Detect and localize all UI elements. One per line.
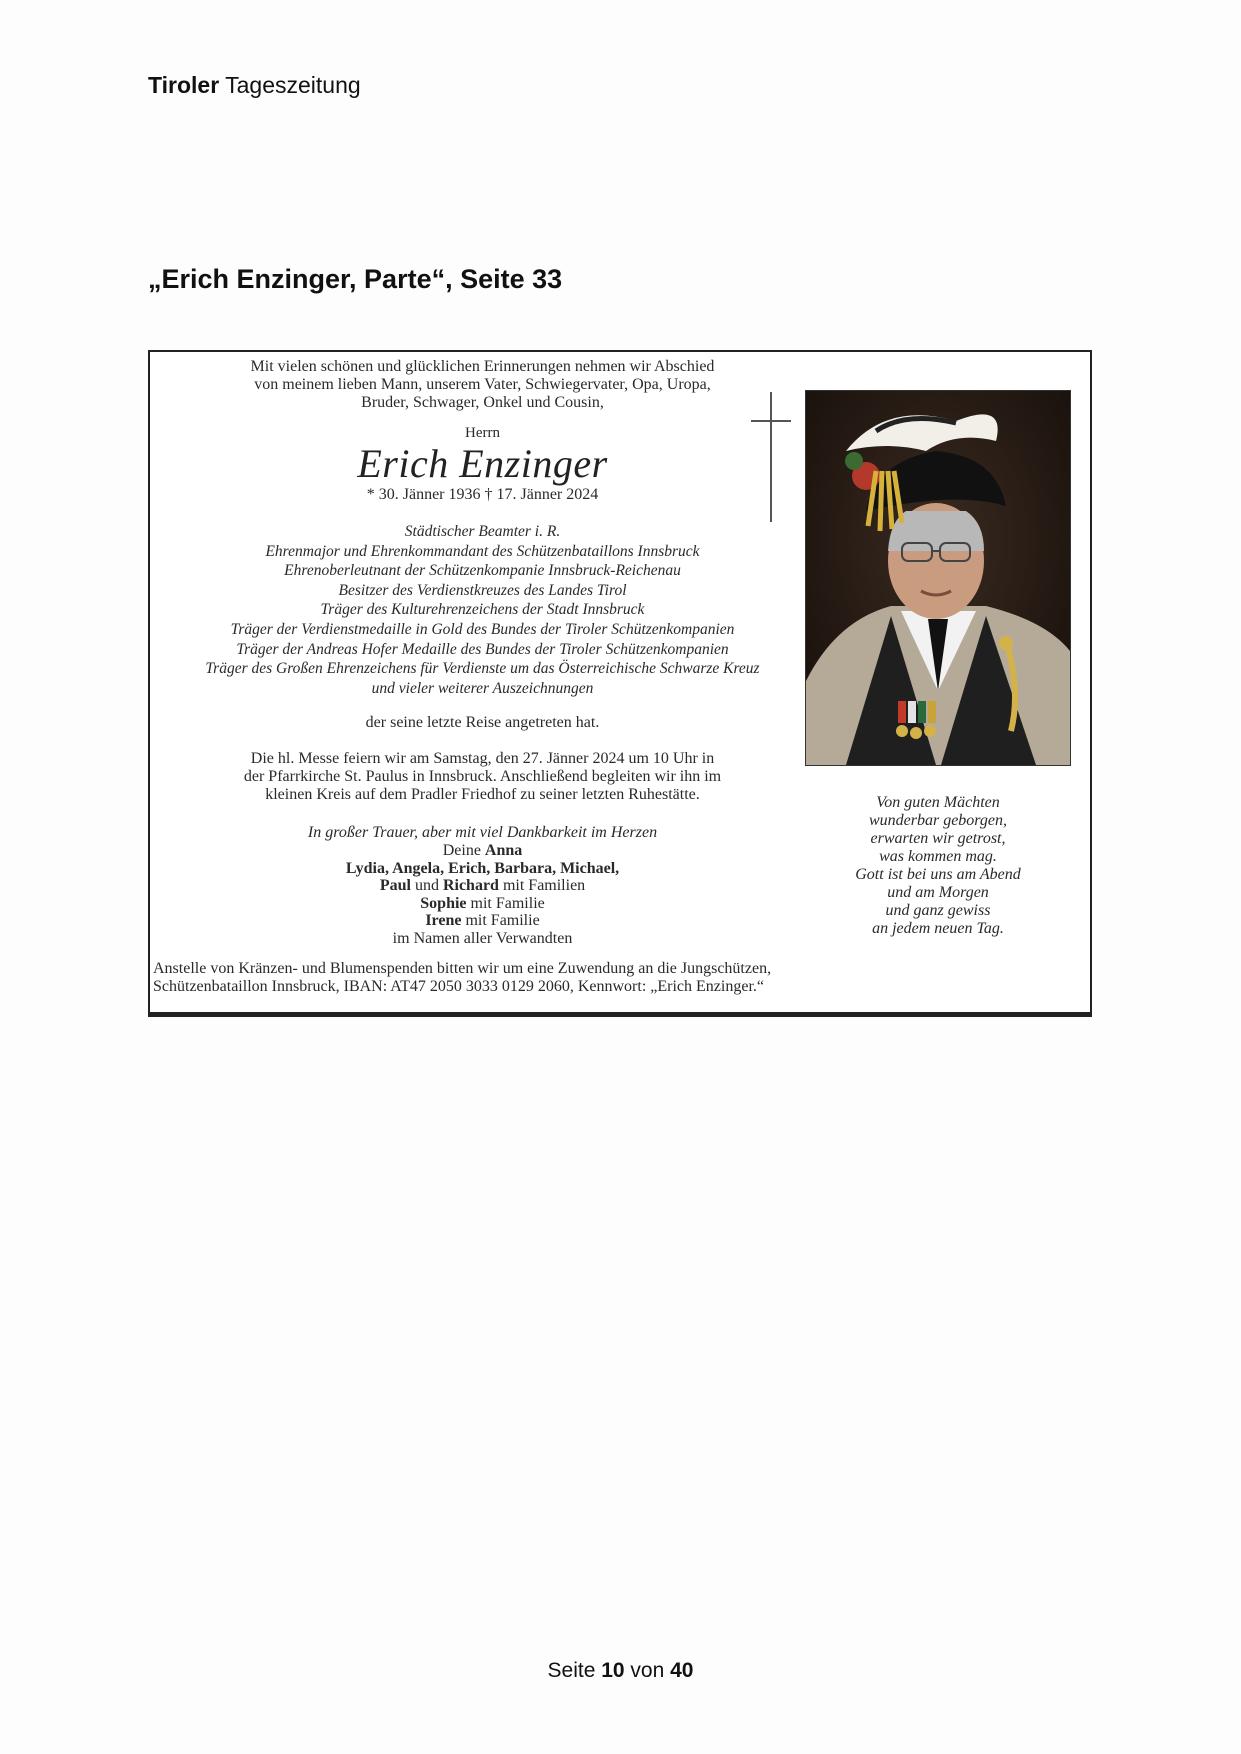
honor-line: Besitzer des Verdienstkreuzes des Landes Tirol — [338, 581, 627, 599]
poem-line: was kommen mag. — [879, 848, 997, 865]
obituary-notice — [148, 350, 1092, 1017]
mourner-anna: Anna — [484, 841, 523, 859]
brand-bold: Tiroler — [148, 72, 220, 98]
honor-line: Träger der Verdienstmedaille in Gold des Bundes der Tiroler Schützenkompanien — [230, 620, 735, 638]
page-middle: von — [624, 1659, 671, 1682]
intro-line: von meinem lieben Mann, unserem Vater, Schwiegervater, Opa, Uropa, — [254, 376, 711, 393]
farewell-line: der seine letzte Reise angetreten hat. — [365, 714, 600, 732]
funeral-mass-info — [150, 750, 815, 804]
current-page: 10 — [601, 1659, 625, 1682]
cross-icon-bar — [751, 420, 791, 422]
brand-regular: Tageszeitung — [219, 72, 361, 98]
salutation: Herrn — [465, 425, 500, 441]
notice-text-column — [150, 358, 815, 948]
newspaper-header — [148, 72, 361, 99]
mourner-richard: Richard — [442, 877, 499, 895]
mourner-line — [150, 912, 815, 930]
mass-line: der Pfarrkirche St. Paulus in Innsbruck. Anschließend begleiten wir ihn im — [243, 768, 722, 786]
total-pages: 40 — [670, 1659, 694, 1682]
mourner-sophie: Sophie — [420, 894, 467, 912]
article-title: „Erich Enzinger, Parte“, Seite 33 — [148, 264, 563, 294]
mourner-line — [150, 842, 815, 860]
mass-line: kleinen Kreis auf dem Pradler Friedhof zu seiner letzten Ruhestätte. — [265, 786, 700, 804]
honors-list — [150, 522, 815, 698]
poem-line: wunderbar geborgen, — [868, 812, 1008, 829]
intro-line: Mit vielen schönen und glücklichen Erinnerungen nehmen wir Abschied — [250, 358, 715, 375]
poem — [810, 794, 1066, 938]
mourner-line: im Namen aller Verwandten — [392, 929, 573, 947]
portrait-photo — [805, 390, 1071, 766]
honor-line: Städtischer Beamter i. R. — [404, 523, 561, 540]
honor-line: Ehrenmajor und Ehrenkommandant des Schützenbataillons Innsbruck — [265, 542, 700, 560]
poem-line: an jedem neuen Tag. — [872, 920, 1004, 937]
poem-line: und am Morgen — [887, 884, 989, 901]
intro-line: Bruder, Schwager, Onkel und Cousin, — [361, 394, 604, 411]
page-prefix: Seite — [547, 1659, 602, 1682]
deine-label: Deine — [442, 841, 485, 859]
mourners-intro: In großer Trauer, aber mit viel Dankbarkeit im Herzen — [307, 824, 658, 842]
poem-line: erwarten wir getrost, — [870, 830, 1006, 847]
poem-line: Gott ist bei uns am Abend — [855, 866, 1021, 883]
family-label: mit Familie — [466, 894, 545, 912]
mass-line: Die hl. Messe feiern wir am Samstag, den 27. Jänner 2024 um 10 Uhr in — [250, 750, 715, 768]
mourners-list — [150, 824, 815, 947]
notice-intro — [150, 358, 815, 412]
honor-line: und vieler weiterer Auszeichnungen — [371, 679, 594, 697]
donation-line: Anstelle von Kränzen- und Blumenspenden bitten wir um eine Zuwendung an die Jungschützen, — [153, 960, 772, 977]
mourner-line — [150, 895, 815, 913]
mourner-irene: Irene — [425, 912, 462, 930]
donation-note — [153, 960, 813, 996]
mourner-line — [150, 860, 815, 878]
families-label: mit Familien — [498, 877, 586, 895]
mourner-children: Lydia, Angela, Erich, Barbara, Michael, — [345, 859, 620, 877]
poem-line: und ganz gewiss — [885, 902, 991, 919]
poem-line: Von guten Mächten — [876, 794, 1000, 811]
page-number — [0, 1659, 1241, 1683]
mourner-paul: Paul — [379, 877, 411, 895]
deceased-name: Erich Enzinger — [357, 441, 608, 486]
portrait-illustration — [806, 391, 1070, 765]
und-label: und — [410, 877, 443, 895]
mourner-line — [150, 877, 815, 895]
honor-line: Träger des Großen Ehrenzeichens für Verdienste um das Österreichische Schwarze Kreuz — [205, 660, 760, 678]
life-dates: * 30. Jänner 1936 † 17. Jänner 2024 — [366, 486, 599, 503]
honor-line: Träger der Andreas Hofer Medaille des Bundes der Tiroler Schützenkompanien — [236, 640, 729, 658]
honor-line: Ehrenoberleutnant der Schützenkompanie Innsbruck-Reichenau — [284, 562, 681, 580]
honor-line: Träger des Kulturehrenzeichens der Stadt Innsbruck — [320, 601, 645, 619]
cross-icon — [770, 392, 772, 522]
donation-line: Schützenbataillon Innsbruck, IBAN: AT47 2050 3033 0129 2060, Kennwort: „Erich Enzinger.“ — [153, 978, 764, 995]
family-label: mit Familie — [461, 912, 540, 930]
